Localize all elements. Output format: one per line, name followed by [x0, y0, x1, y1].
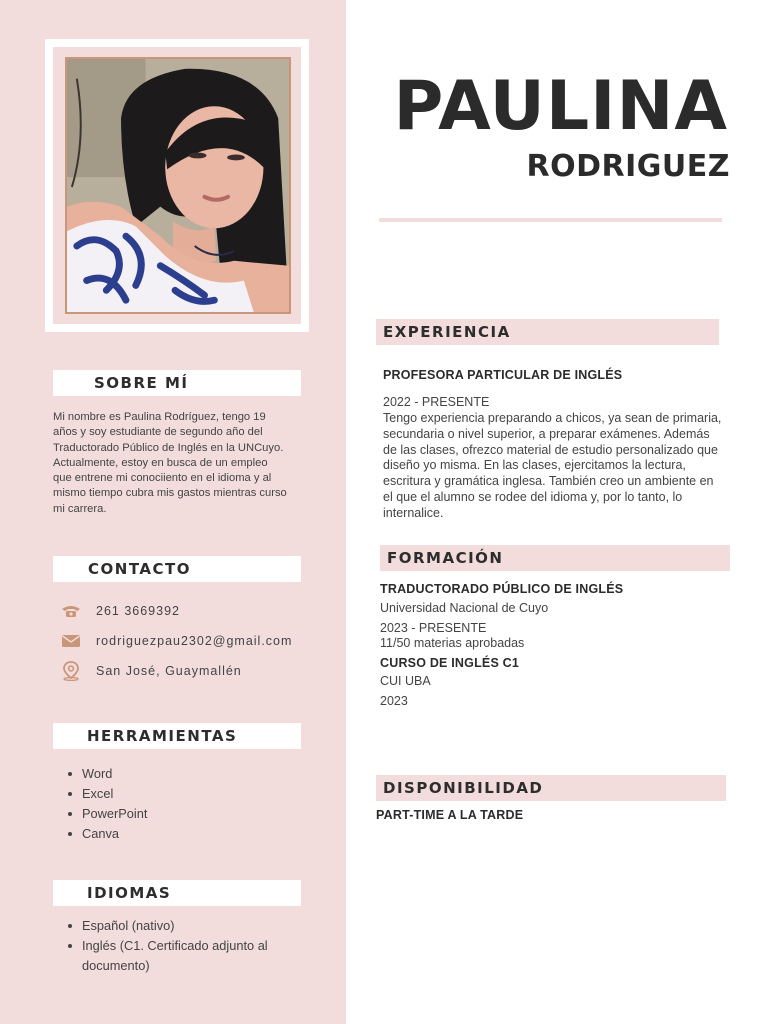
- experience-period: 2022 - PRESENTE: [383, 395, 490, 409]
- contact-phone: [60, 596, 292, 626]
- availability-text: PART-TIME A LA TARDE: [376, 808, 524, 822]
- contact-list: [60, 596, 292, 686]
- contact-location: [60, 656, 292, 686]
- course-year: 2023: [380, 694, 408, 708]
- education-heading: FORMACIÓN: [380, 545, 730, 571]
- languages-list: [66, 916, 302, 976]
- course-institution: CUI UBA: [380, 674, 431, 688]
- name-divider: [379, 218, 722, 222]
- profile-photo-matte: [53, 47, 301, 324]
- tools-heading: HERRAMIENTAS: [53, 723, 301, 749]
- tools-list: [66, 764, 147, 844]
- contact-email-text[interactable]: rodriguezpau2302@gmail.com: [96, 634, 293, 648]
- experience-job-title: PROFESORA PARTICULAR DE INGLÉS: [383, 368, 623, 382]
- list-item: Inglés (C1. Certificado adjunto al documento): [66, 936, 302, 976]
- envelope-icon: [60, 632, 82, 650]
- about-heading: SOBRE MÍ: [53, 370, 301, 396]
- contact-phone-text[interactable]: 261 3669392: [96, 604, 180, 618]
- location-pin-icon: [60, 662, 82, 680]
- education-period: 2023 - PRESENTE: [380, 621, 487, 635]
- education-institution: Universidad Nacional de Cuyo: [380, 601, 549, 615]
- list-item: Canva: [66, 824, 147, 844]
- education-note: 11/50 materias aprobadas: [380, 636, 525, 650]
- phone-icon: [60, 602, 82, 620]
- education-degree: TRADUCTORADO PÚBLICO DE INGLÉS: [380, 582, 624, 596]
- profile-photo-frame: [45, 39, 309, 332]
- experience-description: Tengo experiencia preparando a chicos, ya sean de primaria, secundaria o nivel superior, a preparar exámenes. Además de las clases, ofrezco material de estudio personalizado que diseño yo misma. En las clases, ejercitamos la lectura, escritura y gramática inglesa. También creo un ambiente en el que el alumno se rodee del idioma y, por lo tanto, lo internalice.: [383, 411, 722, 520]
- list-item: Español (nativo): [66, 916, 302, 936]
- contact-email: [60, 626, 292, 656]
- availability-heading: DISPONIBILIDAD: [376, 775, 726, 801]
- list-item: Excel: [66, 784, 147, 804]
- profile-photo: [65, 57, 291, 314]
- languages-heading: IDIOMAS: [53, 880, 301, 906]
- about-text: Mi nombre es Paulina Rodríguez, tengo 19 años y soy estudiante de segundo año del Traductorado Público de Inglés en la UNCuyo. Actualmente, estoy en busca de un empleo que entrene mi conociiento en el idioma y al mismo tiempo cubra mis gastos mientras curso mi carrera.: [53, 411, 287, 515]
- contact-heading: CONTACTO: [53, 556, 301, 582]
- list-item: PowerPoint: [66, 804, 147, 824]
- course-title: CURSO DE INGLÉS C1: [380, 656, 520, 670]
- contact-location-text: San José, Guaymallén: [96, 664, 242, 678]
- last-name: RODRIGUEZ: [526, 149, 730, 184]
- list-item: Word: [66, 764, 147, 784]
- first-name: PAULINA: [393, 67, 728, 146]
- experience-heading: EXPERIENCIA: [376, 319, 719, 345]
